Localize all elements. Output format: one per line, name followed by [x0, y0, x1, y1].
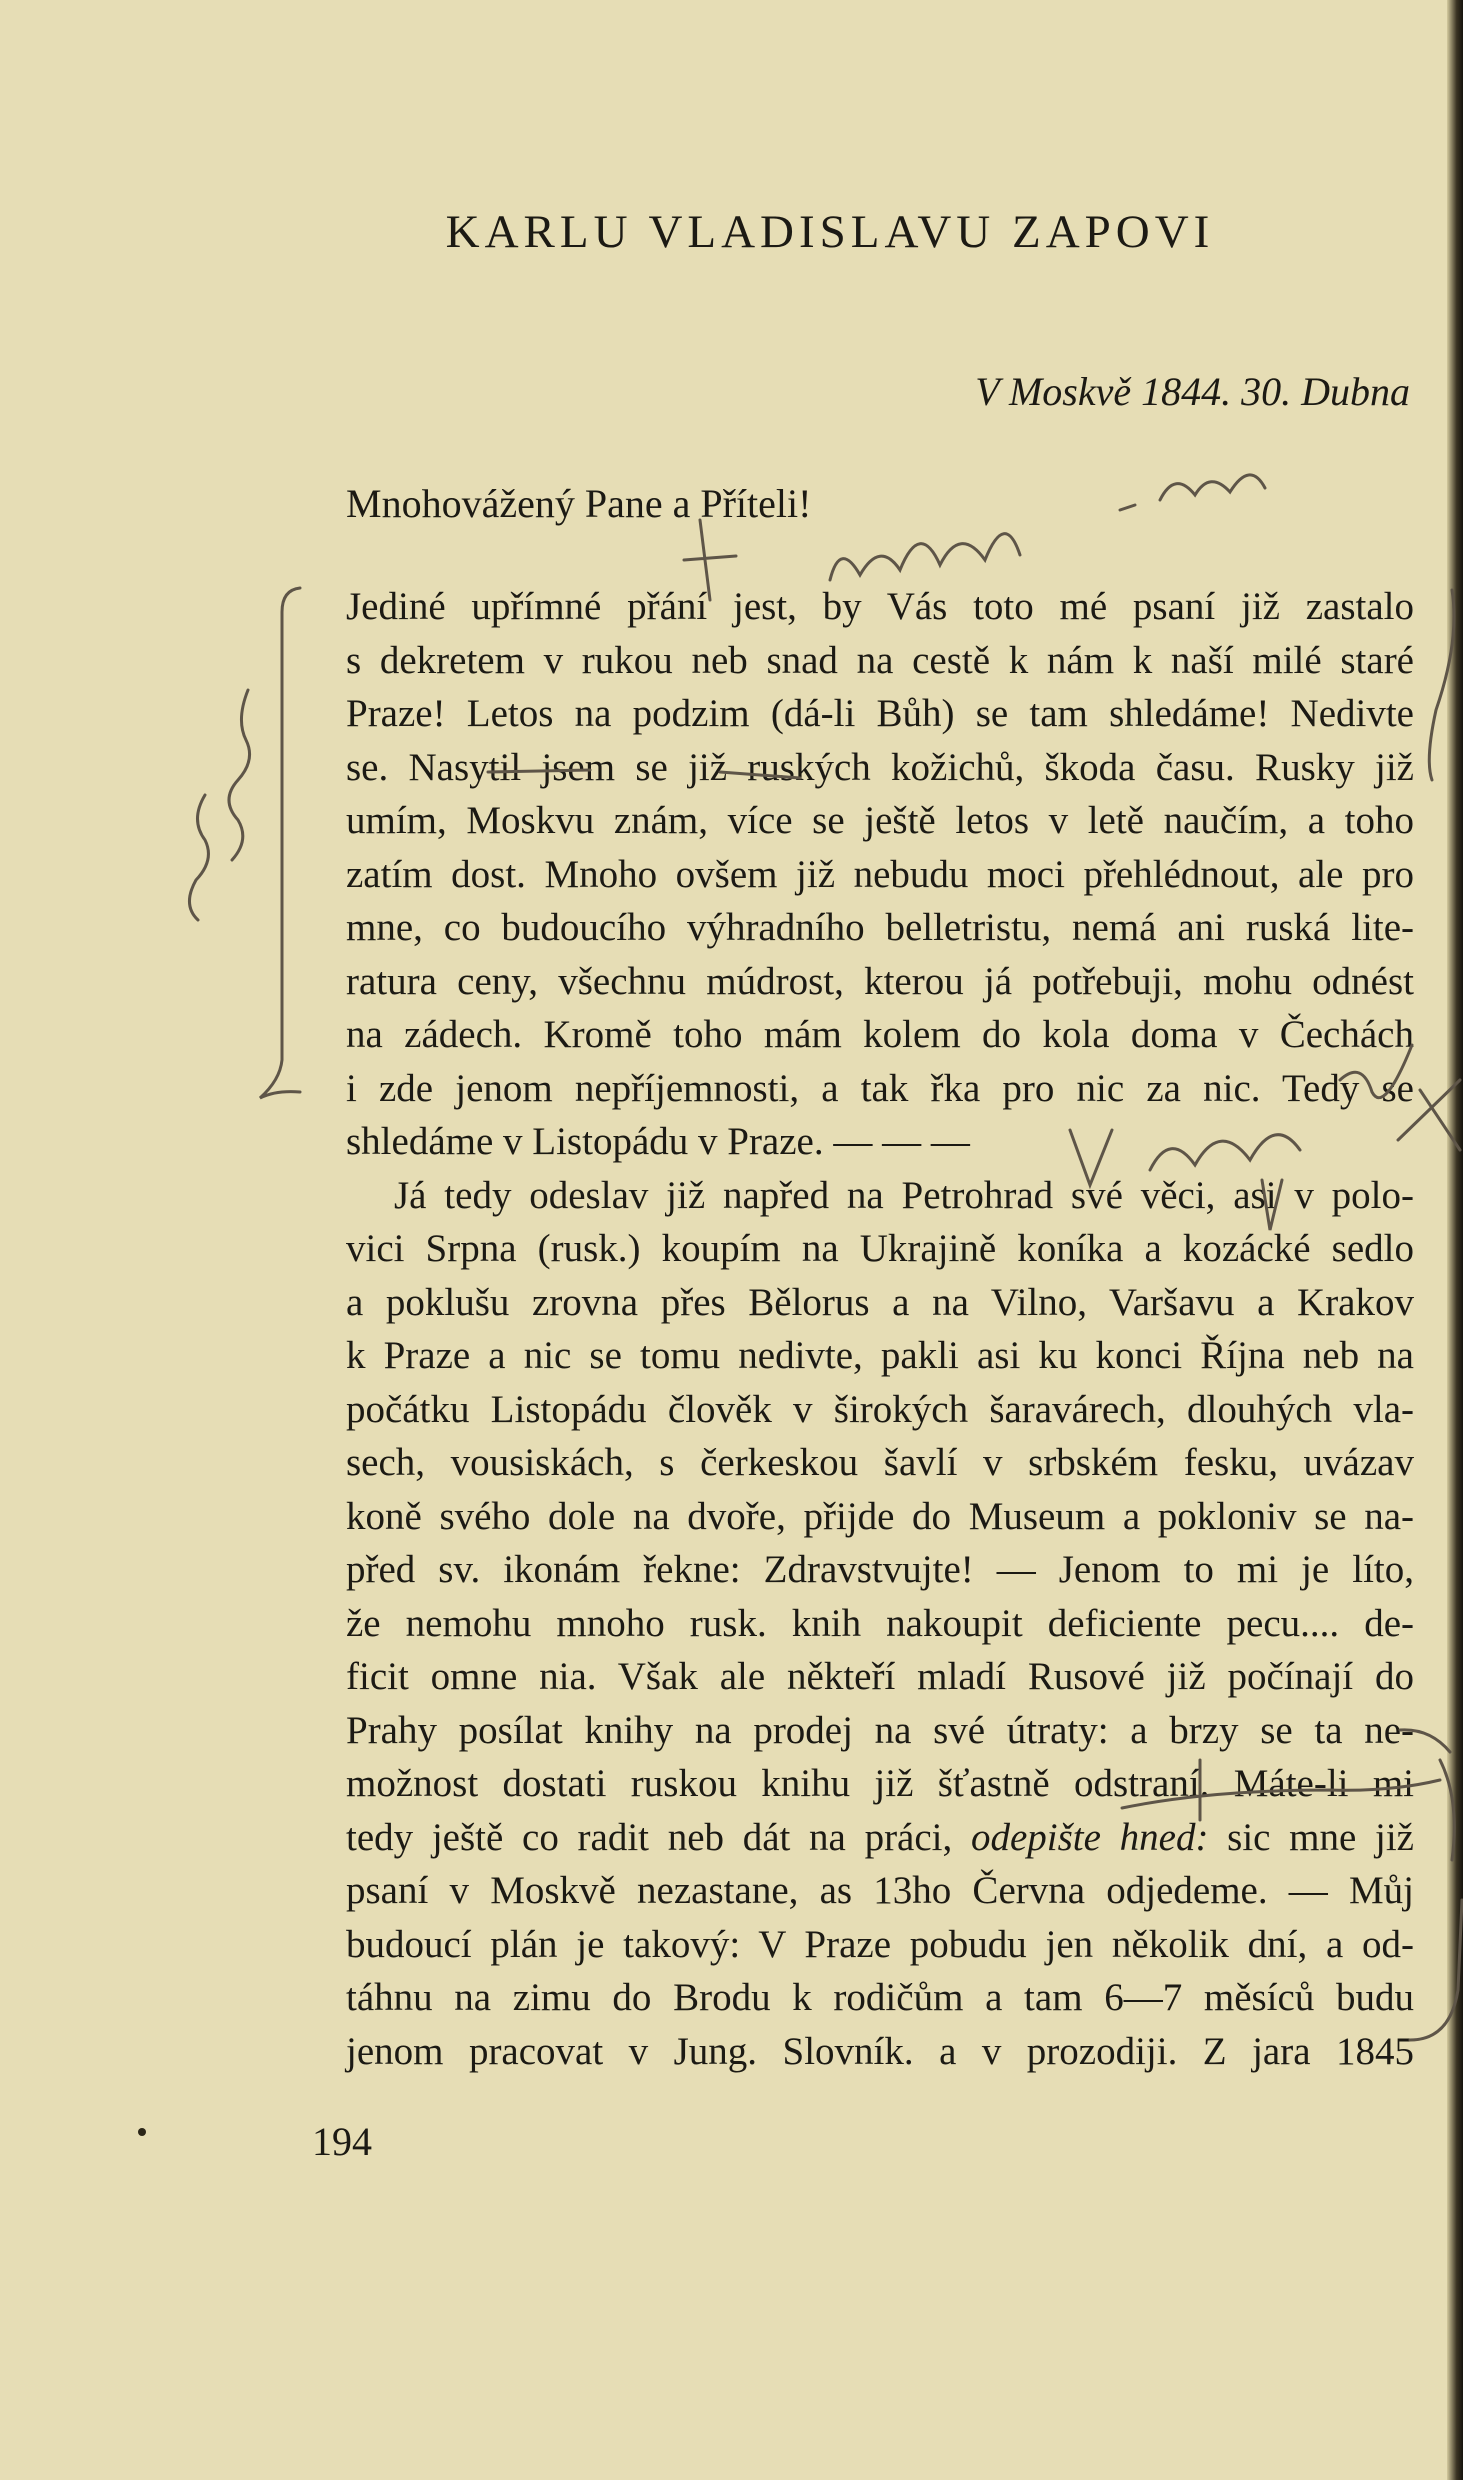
scrawl-ano	[1120, 475, 1265, 510]
text-line: a poklušu zrovna přes Bělorus a na Vilno, Varšavu a Krakov	[346, 1280, 1414, 1324]
text-line: ficit omne nia. Však ale někteří mladí Rusové již počínají do	[346, 1655, 1414, 1698]
text-line: shledáme v Listopádu v Praze. — — —	[346, 1120, 970, 1163]
correction-mark	[1150, 1135, 1300, 1170]
dateline: V Moskvě 1844. 30. Dubna	[975, 369, 1410, 414]
correction-mark	[1070, 1130, 1112, 1185]
text-line: ratura ceny, všechnu múdrost, kterou já potřebuji, mohu odnést	[346, 959, 1414, 1003]
text-line: budoucí plán je takový: V Praze pobudu jen několik dní, a od-	[346, 1922, 1414, 1966]
margin-curve-right	[1410, 1900, 1462, 2040]
page-title: KARLU VLADISLAVU ZAPOVI	[445, 206, 1215, 258]
correction-mark	[1398, 1080, 1460, 1150]
correction-mark	[1262, 1180, 1282, 1230]
correction-mark	[1340, 1045, 1412, 1098]
text-line: Já tedy odeslav již napřed na Petrohrad své věci, asi v polo-	[394, 1173, 1414, 1217]
text-line: počátku Listopádu člověk v širokých šaravárech, dlouhých vla-	[346, 1387, 1414, 1431]
scrawl-doplnit	[830, 534, 1020, 580]
text-line: na zádech. Kromě toho mám kolem do kola doma v Čechách	[346, 1013, 1414, 1056]
text-line: umím, Moskvu znám, více se ještě letos v letě naučím, a toho	[346, 799, 1414, 842]
margin-scrawl	[189, 795, 208, 920]
text-line: jenom pracovat v Jung. Slovník. a v prozodiji. Z jara 1845	[346, 2029, 1414, 2073]
text-line: psaní v Moskvě nezastane, as 13ho Června odjedeme. — Můj	[346, 1869, 1414, 1912]
text-line: k Praze a nic se tomu nedivte, pakli asi ku konci Října neb na	[346, 1334, 1414, 1377]
salutation: Mnohovážený Pane a Příteli!	[346, 481, 812, 526]
text-line: Prahy posílat knihy na prodej na své útraty: a brzy se ta ne-	[346, 1708, 1414, 1752]
text-line: mne, co budoucího výhradního belletristu, nemá ani ruská lite-	[346, 906, 1414, 949]
margin-curve-right	[1440, 1760, 1454, 1860]
text-line: Jediné upřímné přání jest, by Vás toto mé psaní již zastalo	[346, 585, 1414, 628]
text-line: zatím dost. Mnoho ovšem již nebudu moci přehlédnout, ale pro	[346, 852, 1414, 896]
margin-curve-right	[1429, 590, 1454, 780]
page-number: 194	[312, 2119, 372, 2164]
text-segment: tedy ještě co radit neb dát na práci,	[346, 1815, 971, 1859]
text-line: se. Nasytil jsem se již ruských kožichů, škoda času. Rusky již	[346, 745, 1414, 789]
underline-mark	[1122, 1780, 1440, 1808]
text-line: že nemohu mnoho rusk. knih nakoupit deficiente pecu.... de-	[346, 1601, 1414, 1645]
text-line: i zde jenom nepříjemnosti, a tak řka pro nic za nic. Tedy se	[346, 1066, 1414, 1110]
strike-through	[488, 770, 800, 778]
text-line: vici Srpna (rusk.) koupím na Ukrajině koníka a kozácké sedlo	[346, 1227, 1414, 1270]
text-line: koně svého dole na dvoře, přijde do Museum a pokloniv se na-	[346, 1494, 1414, 1538]
emphasized-text: odepište hned:	[970, 1815, 1209, 1859]
text-line: Praze! Letos na podzim (dá-li Bůh) se tam shledáme! Nedivte	[346, 692, 1414, 735]
text-line: před sv. ikonám řekne: Zdravstvujte! — Jenom to mi je líto,	[346, 1548, 1414, 1591]
text-line: možnost dostati ruskou knihu již šťastně odstraní. Máte-li mi	[346, 1762, 1414, 1805]
text-line: táhnu na zimu do Brodu k rodičům a tam 6—7 měsíců budu	[346, 1976, 1414, 2019]
insertion-caret	[684, 520, 736, 600]
text-line: s dekretem v rukou neb snad na cestě k nám k naší milé staré	[346, 638, 1414, 682]
margin-tick	[1400, 1730, 1450, 1752]
text-line: sech, vousiskách, s čerkeskou šavlí v srbském fesku, uvázav	[346, 1441, 1414, 1484]
margin-scrawl	[229, 690, 250, 860]
text-segment: sic mne již	[1208, 1815, 1414, 1859]
margin-bracket	[260, 588, 300, 1098]
